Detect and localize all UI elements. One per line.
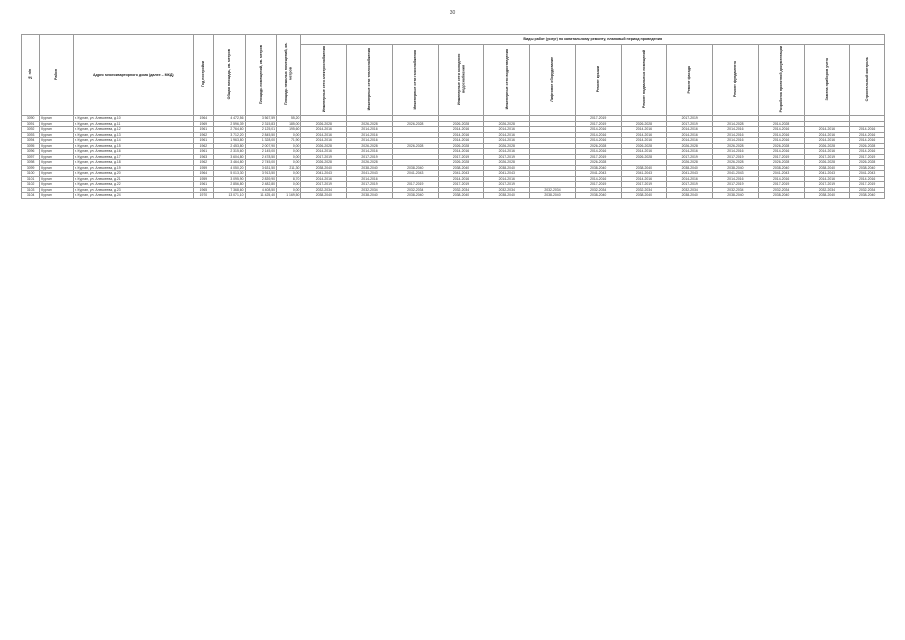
cell-work-period: 2041-2043 — [484, 171, 530, 177]
cell-nonliving-area: 0,00 — [277, 171, 301, 177]
col-address: Адрес многоквартирного дома (далее – МКД) — [73, 35, 193, 116]
col-work-4: Инженерные сети водоотведения — [484, 45, 530, 116]
cell-work-period: 2026-2028 — [575, 160, 621, 166]
cell-work-period: 2017-2019 — [758, 154, 804, 160]
cell-number: 3101 — [22, 176, 40, 182]
col-district: Район — [40, 35, 74, 116]
cell-work-period: 2014-2016 — [438, 138, 484, 144]
cell-total-area: 4 472,56 — [214, 116, 246, 122]
cell-work-period: 2032-2034 — [713, 187, 759, 193]
cell-number: 3096 — [22, 149, 40, 155]
cell-work-period: 2038-2040 — [804, 193, 850, 199]
cell-work-period: 2014-2016 — [347, 176, 393, 182]
cell-work-period: 2014-2016 — [484, 176, 530, 182]
cell-work-period: 2017-2019 — [484, 154, 530, 160]
cell-nonliving-area: 0,00 — [277, 143, 301, 149]
cell-work-period: 2017-2019 — [758, 182, 804, 188]
cell-work-period: 2014-2016 — [575, 132, 621, 138]
cell-nonliving-area: 1 169,50 — [277, 193, 301, 199]
cell-work-period: 2032-2034 — [530, 187, 576, 193]
cell-year: 1969 — [193, 121, 213, 127]
cell-work-period: 2017-2019 — [484, 182, 530, 188]
cell-work-period: 2038-2040 — [392, 165, 438, 171]
cell-work-period: 2014-2016 — [667, 138, 713, 144]
cell-work-period: 2026-2028 — [484, 121, 530, 127]
cell-work-period: 2014-2016 — [621, 149, 667, 155]
cell-work-period: 2038-2040 — [667, 193, 713, 199]
cell-work-period: 2026-2028 — [667, 143, 713, 149]
cell-work-period: 2038-2040 — [484, 165, 530, 171]
cell-total-area: 4 050,20 — [214, 165, 246, 171]
cell-living-area: 2 145,00 — [245, 149, 277, 155]
cell-district: Курган — [40, 165, 74, 171]
cell-work-period: 2026-2028 — [804, 143, 850, 149]
cell-work-period: 2014-2016 — [713, 132, 759, 138]
cell-work-period: 2026-2028 — [347, 121, 393, 127]
cell-nonliving-area: 71,90 — [277, 138, 301, 144]
cell-work-period: 2014-2016 — [758, 176, 804, 182]
cell-work-period: 2017-2019 — [392, 182, 438, 188]
cell-address: г. Курган, ул. Алексеева, д.14 — [73, 138, 193, 144]
cell-number: 3103 — [22, 187, 40, 193]
cell-work-period: 2026-2028 — [850, 143, 885, 149]
cell-work-period: 2014-2016 — [758, 127, 804, 133]
cell-work-period: 2014-2016 — [667, 127, 713, 133]
cell-living-area: 4 408,50 — [245, 187, 277, 193]
cell-year: 1961 — [193, 182, 213, 188]
cell-work-period: 2026-2028 — [804, 160, 850, 166]
cell-work-period: 2017-2019 — [713, 182, 759, 188]
cell-nonliving-area: 0,00 — [277, 132, 301, 138]
cell-total-area: 2 856,80 — [214, 182, 246, 188]
cell-work-period: 2014-2016 — [438, 132, 484, 138]
cell-work-period: 2017-2019 — [713, 154, 759, 160]
cell-address: г. Курган, ул. Алексеева, д.18 — [73, 160, 193, 166]
cell-work-period: 2014-2016 — [575, 138, 621, 144]
cell-work-period: 2014-2016 — [484, 138, 530, 144]
cell-district: Курган — [40, 176, 74, 182]
cell-work-period: 2017-2019 — [621, 182, 667, 188]
cell-total-area: 2 453,80 — [214, 143, 246, 149]
cell-year: 1962 — [193, 143, 213, 149]
cell-work-period: 2041-2043 — [621, 171, 667, 177]
cell-work-period: 2038-2040 — [758, 193, 804, 199]
cell-number: 3091 — [22, 121, 40, 127]
cell-work-period: 2017-2019 — [575, 116, 621, 122]
cell-year: 1961 — [193, 149, 213, 155]
cell-work-period: 2032-2034 — [392, 187, 438, 193]
cell-living-area: 2 125,01 — [245, 127, 277, 133]
cell-address: г. Курган, ул. Алексеева, д.20 — [73, 171, 193, 177]
cell-living-area: 2 745,00 — [245, 160, 277, 166]
cell-work-period: 2014-2016 — [713, 149, 759, 155]
cell-district: Курган — [40, 171, 74, 177]
cell-work-period: 2014-2016 — [575, 176, 621, 182]
cell-work-period: 2014-2016 — [301, 132, 347, 138]
cell-work-period: 2026-2028 — [484, 143, 530, 149]
cell-work-period: 2041-2043 — [804, 171, 850, 177]
cell-work-period: 2026-2028 — [438, 143, 484, 149]
cell-year: 1963 — [193, 154, 213, 160]
cell-work-period: 2017-2019 — [301, 182, 347, 188]
cell-work-period: 2014-2016 — [850, 127, 885, 133]
cell-work-period: 2014-2016 — [850, 138, 885, 144]
cell-district: Курган — [40, 160, 74, 166]
cell-year: 1965 — [193, 187, 213, 193]
cell-work-period: 2014-2016 — [621, 176, 667, 182]
cell-work-period: 2014-2016 — [301, 138, 347, 144]
cell-work-period: 2014-2016 — [758, 132, 804, 138]
cell-number: 3099 — [22, 165, 40, 171]
cell-work-period: 2041-2043 — [392, 171, 438, 177]
cell-year: 1964 — [193, 116, 213, 122]
cell-work-period: 2014-2016 — [804, 127, 850, 133]
cell-work-period: 2026-2028 — [713, 143, 759, 149]
cell-living-area: 2 478,50 — [245, 154, 277, 160]
cell-work-period: 2014-2016 — [667, 132, 713, 138]
cell-work-period: 2041-2043 — [667, 171, 713, 177]
col-work-11: Замена приборов учета — [804, 45, 850, 116]
cell-work-period: 2014-2016 — [804, 132, 850, 138]
cell-work-period: 2038-2040 — [347, 165, 393, 171]
cell-work-period: 2026-2028 — [438, 160, 484, 166]
cell-total-area: 7 368,60 — [214, 187, 246, 193]
cell-address: г. Курган, ул. Алексеева, д.13 — [73, 132, 193, 138]
cell-work-period: 2017-2019 — [667, 121, 713, 127]
cell-work-period: 2017-2019 — [301, 154, 347, 160]
cell-work-period: 2014-2016 — [804, 149, 850, 155]
cell-address: г. Курган, ул. Алексеева, д.11 — [73, 121, 193, 127]
cell-living-area: 11 425,40 — [245, 193, 277, 199]
cell-work-period: 2041-2043 — [758, 171, 804, 177]
cell-work-period: 2017-2019 — [850, 154, 885, 160]
cell-year: 1962 — [193, 132, 213, 138]
col-work-10: Разработка проектной документации — [758, 45, 804, 116]
cell-work-period: 2041-2043 — [575, 171, 621, 177]
cell-living-area: 1 328,00 — [245, 138, 277, 144]
cell-work-period: 2014-2016 — [484, 127, 530, 133]
cell-work-period: 2014-2016 — [621, 127, 667, 133]
cell-work-period: 2032-2034 — [621, 187, 667, 193]
cell-total-area: 3 464,80 — [214, 160, 246, 166]
cell-work-period: 2014-2016 — [347, 149, 393, 155]
cell-work-period: 2014-2016 — [347, 132, 393, 138]
cell-number: 3090 — [22, 116, 40, 122]
page-number: 30 — [449, 10, 456, 16]
cell-address: г. Курган, ул. Алексеева, д.12 — [73, 127, 193, 133]
cell-nonliving-area: 0,00 — [277, 154, 301, 160]
cell-work-period: 2038-2040 — [758, 165, 804, 171]
cell-work-period: 2032-2034 — [575, 187, 621, 193]
cell-work-period: 2026-2028 — [392, 121, 438, 127]
cell-work-period: 2014-2016 — [621, 138, 667, 144]
cell-work-period: 2026-2028 — [621, 143, 667, 149]
cell-year: 1961 — [193, 127, 213, 133]
cell-work-period: 2026-2028 — [301, 160, 347, 166]
works-group-title: Виды работ (услуг) по капитальному ремонту, плановый период проведения — [301, 35, 885, 45]
cell-total-area: 13 071,10 — [214, 193, 246, 199]
cell-work-period: 2032-2034 — [667, 187, 713, 193]
cell-work-period: 2026-2028 — [758, 143, 804, 149]
cell-living-area: 2 845,50 — [245, 132, 277, 138]
cell-nonliving-area: 195,60 — [277, 127, 301, 133]
cell-work-period: 2017-2019 — [347, 182, 393, 188]
cell-work-period: 2038-2040 — [438, 193, 484, 199]
cell-work-period: 2026-2028 — [301, 143, 347, 149]
cell-work-period: 2032-2034 — [850, 187, 885, 193]
cell-work-period: 2026-2028 — [850, 160, 885, 166]
cell-number: 3102 — [22, 182, 40, 188]
cell-work-period: 2041-2043 — [301, 171, 347, 177]
cell-work-period: 2017-2019 — [804, 154, 850, 160]
cell-living-area: 2 315,83 — [245, 121, 277, 127]
cell-work-period: 2014-2016 — [850, 176, 885, 182]
cell-number: 3094 — [22, 138, 40, 144]
cell-work-period: 2026-2028 — [347, 143, 393, 149]
cell-work-period: 2041-2043 — [347, 171, 393, 177]
col-nonliving-area: Площадь нежилых помещений, кв. метров — [277, 35, 301, 116]
cell-district: Курган — [40, 193, 74, 199]
cell-nonliving-area: 0,00 — [277, 182, 301, 188]
cell-living-area: 3 913,50 — [245, 171, 277, 177]
cell-work-period: 2017-2019 — [850, 182, 885, 188]
cell-district: Курган — [40, 127, 74, 133]
cell-work-period: 2026-2028 — [758, 160, 804, 166]
cell-work-period: 2026-2028 — [667, 160, 713, 166]
cell-work-period: 2038-2040 — [667, 165, 713, 171]
cell-work-period: 2038-2040 — [621, 165, 667, 171]
cell-work-period: 2026-2028 — [301, 121, 347, 127]
cell-nonliving-area: 55,20 — [277, 116, 301, 122]
cell-living-area: 3 631,50 — [245, 165, 277, 171]
cell-work-period: 2038-2040 — [575, 193, 621, 199]
cell-work-period: 2038-2040 — [301, 165, 347, 171]
cell-work-period: 2014-2016 — [575, 127, 621, 133]
cell-address: г. Курган, ул. Алексеева, д.21 — [73, 176, 193, 182]
cell-work-period: 2032-2034 — [804, 187, 850, 193]
cell-total-area: 5 013,30 — [214, 171, 246, 177]
cell-year: 1961 — [193, 138, 213, 144]
cell-year: 1970 — [193, 193, 213, 199]
cell-work-period: 2038-2040 — [575, 165, 621, 171]
cell-work-period: 2032-2034 — [484, 187, 530, 193]
cell-number: 3092 — [22, 127, 40, 133]
cell-year: 1964 — [193, 171, 213, 177]
cell-district: Курган — [40, 154, 74, 160]
cell-work-period: 2014-2016 — [621, 132, 667, 138]
cell-work-period: 2017-2019 — [575, 154, 621, 160]
col-year: Год постройки — [193, 35, 213, 116]
cell-work-period: 2014-2016 — [758, 149, 804, 155]
table-body — [22, 116, 885, 199]
cell-work-period: 2014-2016 — [667, 149, 713, 155]
cell-work-period: 2014-2016 — [713, 176, 759, 182]
cell-district: Курган — [40, 143, 74, 149]
cell-number: 3100 — [22, 171, 40, 177]
cell-living-area: 2 839,90 — [245, 176, 277, 182]
cell-work-period: 2014-2016 — [301, 127, 347, 133]
cell-number: 3093 — [22, 132, 40, 138]
cell-number: 3097 — [22, 154, 40, 160]
cell-work-period: 2038-2040 — [438, 165, 484, 171]
cell-address: г. Курган, ул. Алексеева, д.10 — [73, 116, 193, 122]
cell-work-period: 2038-2040 — [850, 165, 885, 171]
col-work-2: Инженерные сети газоснабжения — [392, 45, 438, 116]
cell-work-period: 2014-2016 — [804, 138, 850, 144]
cell-work-period: 2026-2028 — [713, 160, 759, 166]
cell-work-period: 2014-2016 — [804, 176, 850, 182]
col-total-area: Общая площадь, кв. метров — [214, 35, 246, 116]
cell-work-period: 2014-2028 — [758, 121, 804, 127]
cell-work-period: 2014-2016 — [713, 127, 759, 133]
cell-work-period: 2014-2016 — [484, 149, 530, 155]
cell-work-period: 2017-2019 — [575, 182, 621, 188]
cell-total-area: 2 764,60 — [214, 127, 246, 133]
cell-district: Курган — [40, 116, 74, 122]
cell-work-period: 2014-2016 — [438, 149, 484, 155]
cell-work-period: 2032-2034 — [301, 187, 347, 193]
cell-work-period: 2032-2034 — [347, 187, 393, 193]
cell-nonliving-area: 185,00 — [277, 121, 301, 127]
cell-work-period: 2038-2040 — [713, 165, 759, 171]
cell-work-period: 2026-2028 — [392, 143, 438, 149]
cell-work-period: 2038-2040 — [850, 193, 885, 199]
col-work-9: Ремонт фундамента — [713, 45, 759, 116]
col-work-7: Ремонт подвальных помещений — [621, 45, 667, 116]
cell-number: 3104 — [22, 193, 40, 199]
cell-work-period: 2026-2028 — [438, 121, 484, 127]
cell-number: 3095 — [22, 143, 40, 149]
cell-nonliving-area: 211,30 — [277, 165, 301, 171]
cell-living-area: 3 567,59 — [245, 116, 277, 122]
col-number: № п/п — [22, 35, 40, 116]
cell-work-period: 2014-2016 — [347, 127, 393, 133]
cell-work-period: 2026-2028 — [621, 154, 667, 160]
cell-total-area: 2 596,39 — [214, 121, 246, 127]
cell-district: Курган — [40, 132, 74, 138]
cell-work-period: 2032-2034 — [438, 187, 484, 193]
cell-year: 1959 — [193, 176, 213, 182]
col-work-8: Ремонт фасада — [667, 45, 713, 116]
cell-living-area: 2 482,80 — [245, 182, 277, 188]
cell-district: Курган — [40, 187, 74, 193]
cell-work-period: 2017-2019 — [804, 182, 850, 188]
cell-work-period: 2014-2016 — [438, 176, 484, 182]
col-work-5: Лифтовое оборудование — [530, 45, 576, 116]
capital-repair-table — [21, 34, 885, 199]
cell-total-area: 3 712,20 — [214, 132, 246, 138]
cell-nonliving-area: 0,00 — [277, 149, 301, 155]
cell-work-period: 2038-2040 — [804, 165, 850, 171]
cell-work-period: 2014-2016 — [438, 127, 484, 133]
cell-work-period: 2017-2019 — [438, 154, 484, 160]
cell-total-area: 3 604,80 — [214, 154, 246, 160]
cell-work-period: 2041-2043 — [438, 171, 484, 177]
cell-address: г. Курган, ул. Алексеева, д.24 — [73, 193, 193, 199]
col-work-1: Инженерные сети теплоснабжения — [347, 45, 393, 116]
cell-nonliving-area: 8,70 — [277, 176, 301, 182]
cell-district: Курган — [40, 121, 74, 127]
cell-work-period: 2014-2016 — [575, 149, 621, 155]
cell-total-area: 2 315,60 — [214, 149, 246, 155]
cell-work-period: 2014-2016 — [484, 132, 530, 138]
cell-work-period: 2017-2019 — [667, 154, 713, 160]
cell-work-period: 2014-2016 — [301, 149, 347, 155]
cell-work-period: 2038-2040 — [347, 193, 393, 199]
cell-work-period: 2014-2016 — [713, 138, 759, 144]
cell-address: г. Курган, ул. Алексеева, д.16 — [73, 149, 193, 155]
cell-nonliving-area: 0,00 — [277, 187, 301, 193]
cell-number: 3098 — [22, 160, 40, 166]
cell-work-period: 2041-2043 — [850, 171, 885, 177]
cell-district: Курган — [40, 138, 74, 144]
cell-work-period: 2014-2016 — [758, 138, 804, 144]
cell-work-period: 2038-2040 — [713, 193, 759, 199]
cell-address: г. Курган, ул. Алексеева, д.17 — [73, 154, 193, 160]
cell-work-period: 2038-2040 — [301, 193, 347, 199]
cell-address: г. Курган, ул. Алексеева, д.22 — [73, 182, 193, 188]
cell-work-period: 2026-2028 — [484, 160, 530, 166]
cell-work-period: 2038-2040 — [392, 193, 438, 199]
cell-address: г. Курган, ул. Алексеева, д.19 — [73, 165, 193, 171]
cell-work-period: 2014-2028 — [713, 121, 759, 127]
col-work-0: Инженерные сети электроснабжения — [301, 45, 347, 116]
cell-work-period: 2038-2040 — [621, 193, 667, 199]
table-row — [22, 193, 885, 199]
cell-work-period: 2017-2019 — [575, 121, 621, 127]
table-header — [22, 35, 885, 116]
col-living-area: Площадь помещений, кв. метров — [245, 35, 277, 116]
cell-work-period: 2017-2019 — [438, 182, 484, 188]
cell-nonliving-area: 0,00 — [277, 160, 301, 166]
cell-work-period: 2026-2028 — [347, 160, 393, 166]
cell-total-area: 3 095,90 — [214, 176, 246, 182]
cell-work-period: 2032-2034 — [758, 187, 804, 193]
cell-district: Курган — [40, 182, 74, 188]
cell-year: 1962 — [193, 160, 213, 166]
col-work-6: Ремонт крыши — [575, 45, 621, 116]
col-work-3: Инженерные сети холодного водоснабжения — [438, 45, 484, 116]
cell-work-period: 2038-2040 — [530, 193, 576, 199]
cell-work-period: 2017-2019 — [667, 116, 713, 122]
cell-work-period: 2038-2040 — [484, 193, 530, 199]
cell-address: г. Курган, ул. Алексеева, д.15 — [73, 143, 193, 149]
cell-work-period: 2014-2016 — [667, 176, 713, 182]
cell-work-period: 2014-2016 — [850, 149, 885, 155]
cell-year: 1959 — [193, 165, 213, 171]
cell-living-area: 2 007,90 — [245, 143, 277, 149]
cell-work-period: 2014-2016 — [347, 138, 393, 144]
cell-work-period: 2014-2016 — [301, 176, 347, 182]
cell-district: Курган — [40, 149, 74, 155]
cell-work-period: 2017-2019 — [667, 182, 713, 188]
col-work-12: Строительный контроль — [850, 45, 885, 116]
cell-work-period: 2041-2043 — [713, 171, 759, 177]
cell-work-period: 2026-2028 — [575, 143, 621, 149]
cell-work-period: 2014-2016 — [850, 132, 885, 138]
cell-work-period: 2017-2019 — [347, 154, 393, 160]
cell-work-period: 2026-2028 — [621, 121, 667, 127]
cell-address: г. Курган, ул. Алексеева, д.23 — [73, 187, 193, 193]
cell-total-area: 1 963,80 — [214, 138, 246, 144]
